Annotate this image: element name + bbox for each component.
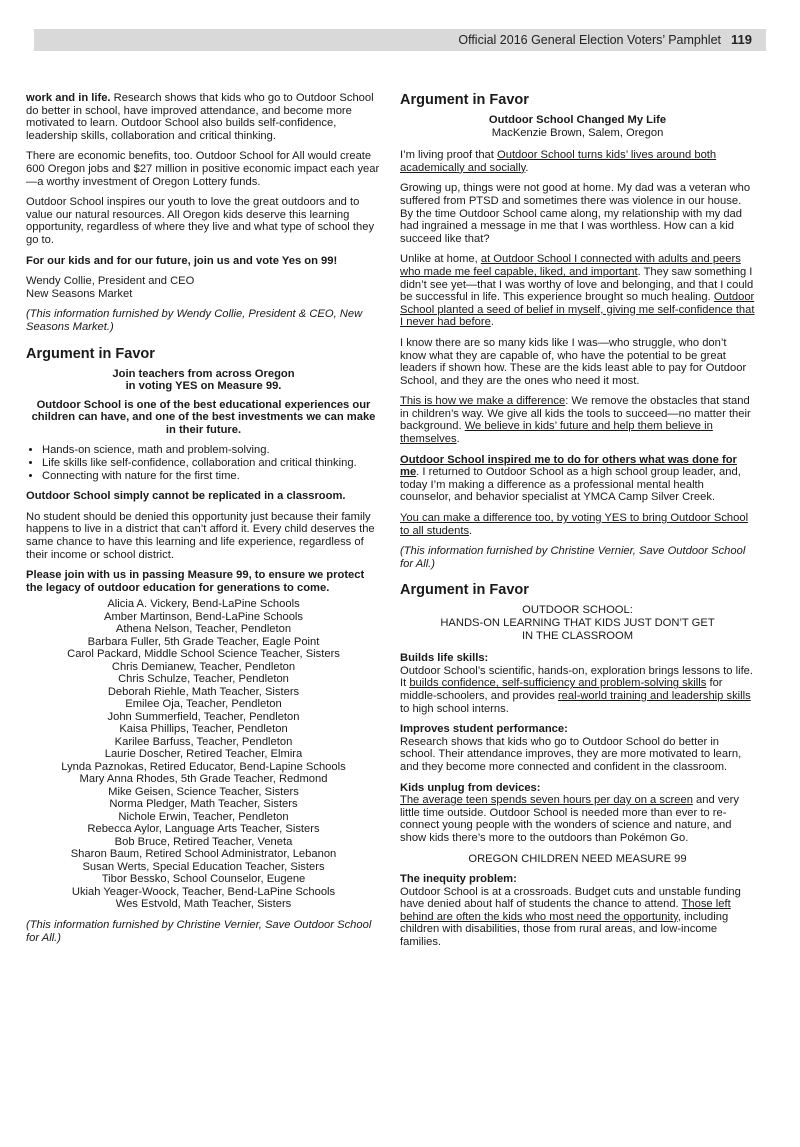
text: Research shows that kids who go to Outdoor School do better in school. Their attendance improves, they are more motivated to learn, and they become more connected and confident in the classroom. bbox=[400, 735, 742, 773]
signature-org: New Seasons Market bbox=[26, 287, 133, 300]
paragraph: I know there are so many kids like I was—who struggle, who don’t know what they are capable of, who have the potential to be great leaders if shown how. These are the kids least able to pay for Outdoor School, and they are the ones who need it most. bbox=[400, 336, 747, 387]
signer: Sharon Baum, Retired School Administrator, Lebanon bbox=[70, 848, 337, 861]
lead-statement: Outdoor School is one of the best educational experiences our children can have, and one of the best investments we can make in their future. bbox=[31, 398, 376, 436]
signer: Bob Bruce, Retired Teacher, Veneta bbox=[114, 835, 293, 848]
subtitle-line: Join teachers from across Oregon bbox=[112, 367, 295, 380]
signer: John Summerfield, Teacher, Pendleton bbox=[107, 710, 300, 723]
argument-title-block bbox=[400, 604, 755, 642]
subtitle-line: in voting YES on Measure 99. bbox=[125, 380, 282, 393]
call-to-action: For our kids and for our future, join us and vote Yes on 99! bbox=[26, 254, 338, 267]
text: Outdoor School’s scientific, hands-on, exploration brings lessons to life. It bbox=[400, 664, 754, 690]
paragraph bbox=[400, 149, 755, 174]
page-number: 119 bbox=[731, 32, 752, 47]
argument-heading: Argument in Favor bbox=[400, 582, 529, 599]
list-item: • Life skills like self-confidence, collaboration and critical thinking. bbox=[42, 457, 381, 470]
list-item: • Hands-on science, math and problem-solving. bbox=[42, 444, 381, 457]
signer: Lynda Paznokas, Retired Educator, Bend-Lapine Schools bbox=[61, 760, 346, 773]
furnished-note: (This information furnished by Christine Vernier, Save Outdoor School for All.) bbox=[26, 918, 372, 944]
text: Outdoor School is at a crossroads. Budget cuts and unstable funding have denied about half of students the chance to attend. bbox=[400, 885, 741, 911]
section-heading: Improves student performance: bbox=[400, 723, 568, 736]
section-inequity bbox=[400, 873, 755, 949]
argument-title: Outdoor School Changed My Life bbox=[488, 114, 667, 126]
text: . I returned to Outdoor School as a high school group leader, and, today I’m making a difference as a professional mental health counselor, and behavior specialist at YMCA Camp Silver Creek. bbox=[400, 466, 741, 504]
title-line: IN THE CLASSROOM bbox=[521, 629, 634, 642]
pamphlet-title: Official 2016 General Election Voters’ Pamphlet bbox=[458, 33, 722, 47]
signer: Alicia A. Vickery, Bend-LaPine Schools bbox=[107, 598, 300, 611]
signer: Nichole Erwin, Teacher, Pendleton bbox=[118, 810, 289, 823]
signer: Chris Schulze, Teacher, Pendleton bbox=[118, 673, 289, 686]
furnished-note: (This information furnished by Wendy Collie, President & CEO, New Seasons Market.) bbox=[26, 308, 363, 333]
paragraph: Growing up, things were not good at home. My dad was a veteran who suffered from PTSD and sometimes there was violence in our house. By the time Outdoor School came along, my relationship with my dad had ingrained a message in me that I was worthless. How can a kid succeed like that? bbox=[400, 182, 751, 245]
paragraph: Outdoor School inspires our youth to love the great outdoors and to value our natural resources. All Oregon kids deserve this learning opportunity, regardless of where they live and what type of school they go to. bbox=[26, 196, 375, 246]
signer: Amber Martinson, Bend-LaPine Schools bbox=[104, 610, 303, 623]
text: for middle-schoolers, and provides bbox=[400, 677, 723, 702]
underlined-text: Those left behind are often the kids who most need the opportunity bbox=[400, 898, 731, 923]
right-column bbox=[400, 92, 755, 957]
section-heading: Builds life skills: bbox=[400, 652, 489, 665]
signer: Rebecca Aylor, Language Arts Teacher, Sisters bbox=[87, 823, 320, 836]
section-heading: The inequity problem: bbox=[400, 873, 517, 886]
text: I’m living proof that bbox=[400, 149, 498, 162]
signer: Susan Werts, Special Education Teacher, Sisters bbox=[82, 860, 325, 873]
signer: Carol Packard, Middle School Science Teacher, Sisters bbox=[67, 648, 340, 661]
signer: Barbara Fuller, 5th Grade Teacher, Eagle Point bbox=[87, 635, 320, 648]
signer: Laurie Doscher, Retired Teacher, Elmira bbox=[104, 748, 303, 761]
underlined-text: We believe in kids’ future and help them believe in themselves bbox=[400, 420, 713, 446]
signer: Ukiah Yeager-Woock, Teacher, Bend-LaPine Schools bbox=[71, 885, 336, 898]
list-item: • Connecting with nature for the first time. bbox=[42, 470, 381, 483]
title-line: HANDS-ON LEARNING THAT KIDS JUST DON’T GET bbox=[440, 617, 715, 629]
text: to high school interns. bbox=[400, 702, 509, 715]
signer-list bbox=[26, 598, 381, 911]
signer: Norma Pledger, Math Teacher, Sisters bbox=[109, 798, 298, 811]
text: and very little time outside. Outdoor School is needed more than ever to re-connect young people with the wonders of science and nature, and show kids there’s more to the outdoors than Pokémon Go. bbox=[400, 794, 739, 844]
paragraph: There are economic benefits, too. Outdoor School for All would create 600 Oregon jobs and $27 million in positive economic impact each year—a worthy investment of Oregon Lottery funds. bbox=[26, 150, 380, 188]
signer: Mike Geisen, Science Teacher, Sisters bbox=[108, 785, 299, 798]
text: . bbox=[525, 161, 529, 174]
page-header bbox=[34, 29, 766, 51]
paragraph bbox=[400, 395, 755, 445]
underlined-text: Outdoor School planted a seed of belief in myself, giving me self-confidence that I never had before bbox=[400, 291, 755, 329]
text: . bbox=[490, 316, 494, 329]
underlined-text: at Outdoor School I connected with adults and peers who made me feel capable, liked, and important bbox=[400, 253, 741, 278]
left-column bbox=[26, 92, 381, 952]
underlined-text: builds confidence, self-sufficiency and problem-solving skills bbox=[409, 677, 707, 690]
underlined-text: You can make a difference too, by voting YES to bring Outdoor School to all students bbox=[400, 512, 749, 537]
byline: MacKenzie Brown, Salem, Oregon bbox=[491, 126, 664, 139]
header-text bbox=[458, 32, 752, 47]
section-devices bbox=[400, 782, 755, 845]
section-performance bbox=[400, 723, 755, 773]
text: . They saw something I didn’t see yet—that I was worthy of love and belonging, and that I could be successful in life. This experience brought so much healing. bbox=[400, 265, 754, 304]
title-line: OUTDOOR SCHOOL: bbox=[522, 604, 633, 617]
paragraph bbox=[26, 92, 381, 142]
bold-lead: work and in life. bbox=[26, 92, 111, 104]
paragraph: No student should be denied this opportunity just because their family happens to live in a district that can’t afford it. Every child deserves the same chance to have this learning and life experience, regardless of their income or school district. bbox=[26, 510, 375, 561]
argument-subtitle bbox=[26, 368, 381, 393]
text: . bbox=[469, 524, 473, 537]
signer: Emilee Oja, Teacher, Pendleton bbox=[125, 698, 282, 711]
underlined-text: Outdoor School turns kids’ lives around both academically and socially bbox=[400, 149, 717, 174]
statement: Outdoor School simply cannot be replicated in a classroom. bbox=[26, 490, 346, 503]
signer: Chris Demianew, Teacher, Pendleton bbox=[111, 660, 296, 673]
paragraph bbox=[400, 454, 755, 504]
underlined-text: The average teen spends seven hours per day on a screen bbox=[400, 794, 693, 807]
signer: Karilee Barfuss, Teacher, Pendleton bbox=[114, 735, 293, 748]
argument-title-block bbox=[400, 114, 755, 139]
signer: Kaisa Phillips, Teacher, Pendleton bbox=[119, 723, 288, 736]
text: , including children with disabilities, those from rural areas, and low-income families. bbox=[400, 910, 729, 949]
signer: Deborah Riehle, Math Teacher, Sisters bbox=[107, 685, 300, 698]
text: . bbox=[456, 433, 460, 446]
signer: Wes Estvold, Math Teacher, Sisters bbox=[115, 898, 292, 911]
text: Unlike at home, bbox=[400, 253, 481, 266]
paragraph bbox=[400, 253, 755, 329]
call-to-action: Please join with us in passing Measure 99, to ensure we protect the legacy of outdoor education for generations to come. bbox=[26, 569, 365, 594]
section-life-skills bbox=[400, 652, 755, 715]
underlined-text: real-world training and leadership skills bbox=[557, 689, 751, 702]
benefit-list bbox=[26, 444, 381, 482]
furnished-note: (This information furnished by Christine Vernier, Save Outdoor School for All.) bbox=[400, 545, 746, 570]
argument-heading: Argument in Favor bbox=[400, 92, 529, 108]
signer: Mary Anna Rhodes, 5th Grade Teacher, Redmond bbox=[79, 773, 328, 786]
signer: Tibor Bessko, School Counselor, Eugene bbox=[101, 873, 306, 886]
underlined-bold-text: Outdoor School inspired me to do for others what was done for me bbox=[400, 453, 737, 479]
paragraph bbox=[400, 512, 755, 537]
signer: Athena Nelson, Teacher, Pendleton bbox=[115, 623, 292, 636]
section-heading: Kids unplug from devices: bbox=[400, 781, 541, 794]
argument-heading: Argument in Favor bbox=[26, 345, 155, 362]
signature-name: Wendy Collie, President and CEO bbox=[26, 275, 195, 288]
signature bbox=[26, 275, 381, 300]
text: Research shows that kids who go to Outdoor School do better in school, have improved attendance, and become more motivated to learn. Outdoor School also builds self-confidence, leadership skills, collaboration and critical thinking. bbox=[26, 92, 374, 142]
need-statement: OREGON CHILDREN NEED MEASURE 99 bbox=[468, 852, 687, 865]
underlined-text: This is how we make a difference bbox=[400, 395, 566, 408]
text: : We remove the obstacles that stand in children’s way. We give all kids the tools to succeed—no matter their background. bbox=[400, 395, 751, 433]
